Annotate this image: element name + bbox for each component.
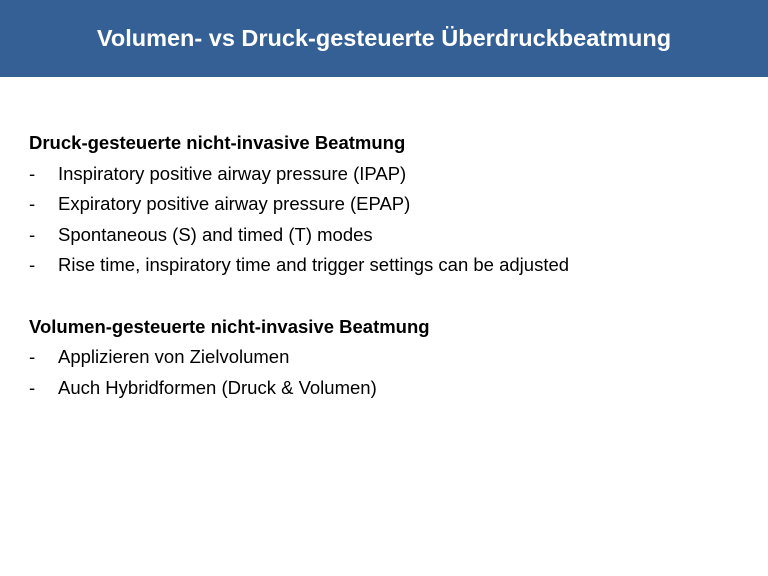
section-heading: Druck-gesteuerte nicht-invasive Beatmung bbox=[29, 132, 406, 153]
list-item bbox=[29, 373, 749, 404]
bullet-marker: - bbox=[29, 193, 36, 214]
section-heading: Volumen-gesteuerte nicht-invasive Beatmung bbox=[29, 315, 430, 337]
bullet-list bbox=[29, 159, 749, 281]
list-item bbox=[29, 220, 749, 251]
bullet-text: Auch Hybridformen (Druck & Volumen) bbox=[58, 376, 377, 398]
bullet-marker: - bbox=[29, 346, 36, 367]
list-item bbox=[29, 159, 749, 190]
bullet-text: Applizieren von Zielvolumen bbox=[58, 346, 290, 367]
bullet-marker: - bbox=[29, 223, 36, 245]
bullet-marker: - bbox=[29, 254, 36, 275]
slide-title: Volumen- vs Druck-gesteuerte Überdruckbeatmung bbox=[96, 25, 672, 51]
bullet-list bbox=[29, 342, 749, 403]
bullet-text: Rise time, inspiratory time and trigger settings can be adjusted bbox=[58, 254, 570, 275]
section-volume-controlled bbox=[29, 312, 749, 404]
slide-title-bar bbox=[0, 0, 768, 77]
list-item bbox=[29, 250, 749, 281]
section-pressure-controlled bbox=[29, 128, 749, 281]
bullet-text: Inspiratory positive airway pressure (IPAP) bbox=[58, 162, 407, 184]
slide-content bbox=[29, 128, 749, 403]
bullet-text: Expiratory positive airway pressure (EPAP) bbox=[58, 193, 411, 214]
bullet-marker: - bbox=[29, 376, 36, 398]
list-item bbox=[29, 342, 749, 373]
list-item bbox=[29, 189, 749, 220]
bullet-text: Spontaneous (S) and timed (T) modes bbox=[58, 223, 373, 245]
bullet-marker: - bbox=[29, 162, 36, 184]
